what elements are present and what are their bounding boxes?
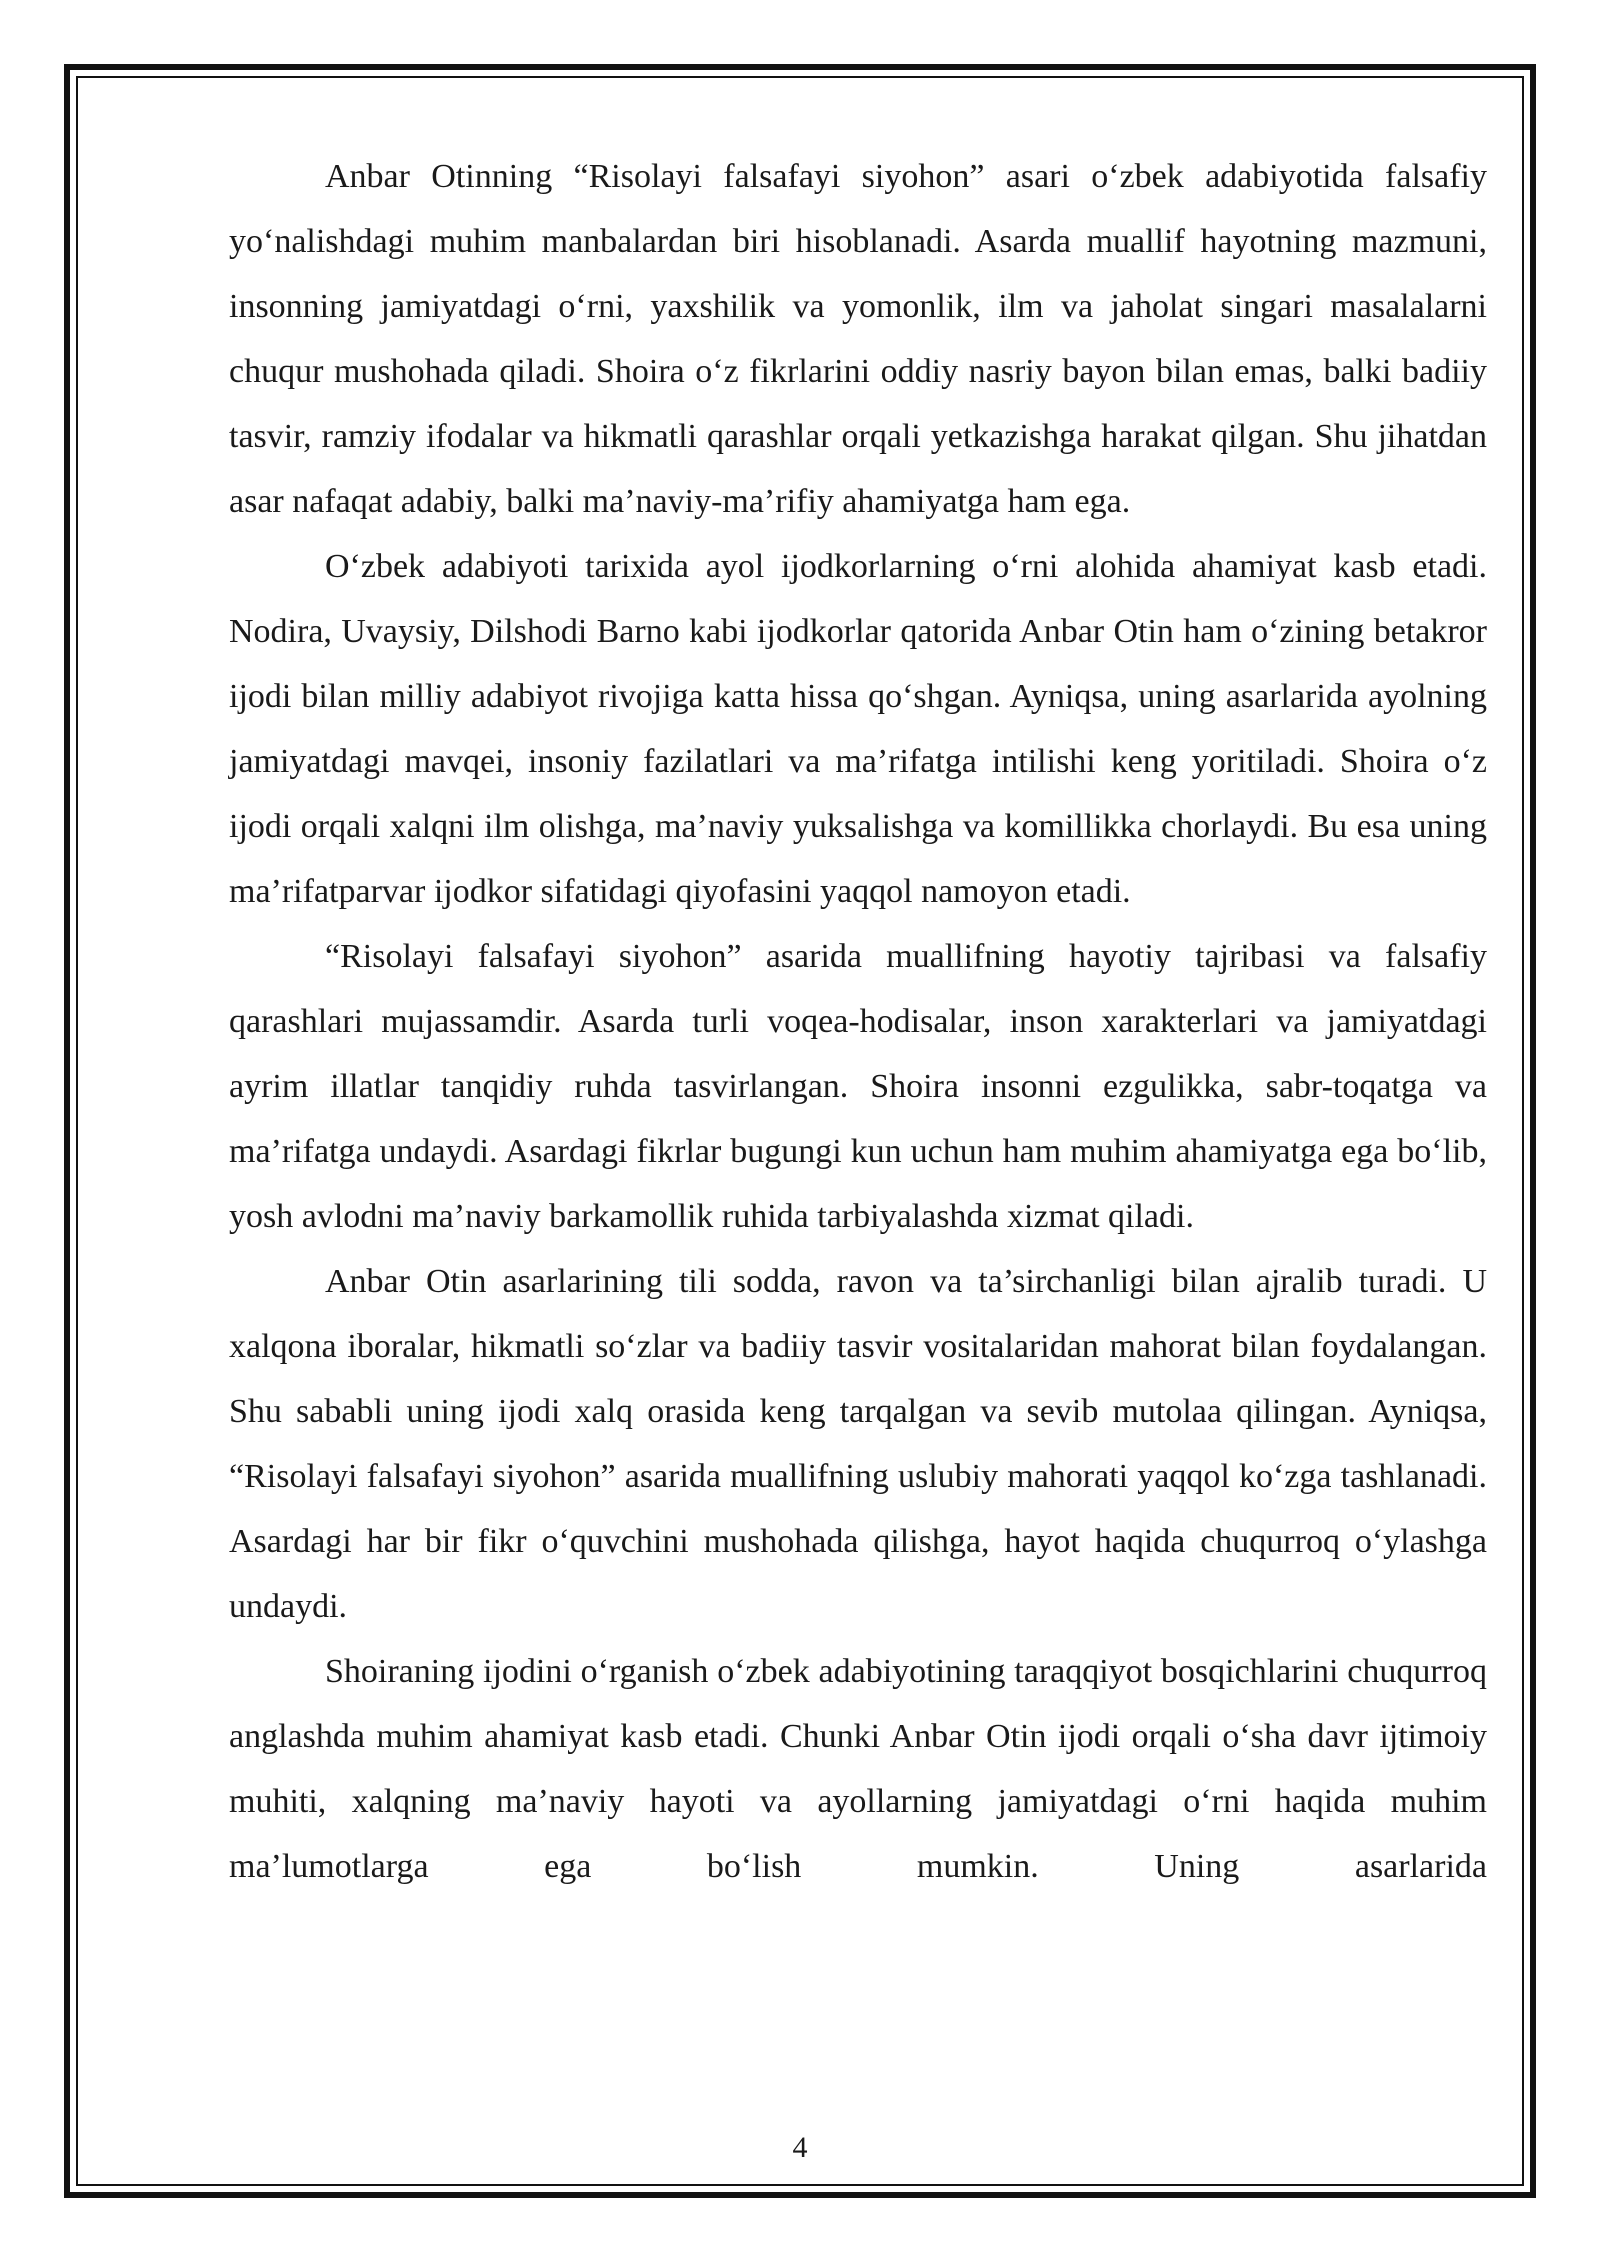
paragraph-4: Anbar Otin asarlarining tili sodda, ravon va ta’sirchanligi bilan ajralib turadi. U xalqona iboralar, hikmatli so‘zlar va badiiy tasvir vositalaridan mahorat bilan foydalangan. Shu sababli uning ijodi xalq orasida keng tarqalgan va sevib mutolaa qilingan. Ayniqsa, “Risolayi falsafayi siyohon” asarida muallifning uslubiy mahorati yaqqol ko‘zga tashlanadi. Asardagi har bir fikr o‘quvchini mushohada qilishga, hayot haqida chuqurroq o‘ylashga undaydi. <box>229 1263 1487 1625</box>
paragraph-2: O‘zbek adabiyoti tarixida ayol ijodkorlarning o‘rni alohida ahamiyat kasb etadi. Nodira, Uvaysiy, Dilshodi Barno kabi ijodkorlar qatorida Anbar Otin ham o‘zining betakror ijodi bilan milliy adabiyot rivojiga katta hissa qo‘shgan. Ayniqsa, uning asarlarida ayolning jamiyatdagi mavqei, insoniy fazilatlari va ma’rifatga intilishi keng yoritiladi. Shoira o‘z ijodi orqali xalqni ilm olishga, ma’naviy yuksalishga va komillikka chorlaydi. Bu esa uning ma’rifatparvar ijodkor sifatidagi qiyofasini yaqqol namoyon etadi. <box>229 548 1487 910</box>
paragraph-1: Anbar Otinning “Risolayi falsafayi siyohon” asari o‘zbek adabiyotida falsafiy yo‘nalishdagi muhim manbalardan biri hisoblanadi. Asarda muallif hayotning mazmuni, insonning jamiyatdagi o‘rni, yaxshilik va yomonlik, ilm va jaholat singari masalalarni chuqur mushohada qiladi. Shoira o‘z fikrlarini oddiy nasriy bayon bilan emas, balki badiiy tasvir, ramziy ifodalar va hikmatli qarashlar orqali yetkazishga harakat qilgan. Shu jihatdan asar nafaqat adabiy, balki ma’naviy-ma’rifiy ahamiyatga ham ega. <box>229 158 1487 520</box>
document-body <box>229 144 1487 1899</box>
paragraph-5: Shoiraning ijodini o‘rganish o‘zbek adabiyotining taraqqiyot bosqichlarini chuqurroq anglashda muhim ahamiyat kasb etadi. Chunki Anbar Otin ijodi orqali o‘sha davr ijtimoiy muhiti, xalqning ma’naviy hayoti va ayollarning jamiyatdagi o‘rni haqida muhim ma’lumotlarga ega bo‘lish mumkin. Uning asarlarida <box>229 1653 1487 1885</box>
paragraph-3: “Risolayi falsafayi siyohon” asarida muallifning hayotiy tajribasi va falsafiy qarashlari mujassamdir. Asarda turli voqea-hodisalar, inson xarakterlari va jamiyatdagi ayrim illatlar tanqidiy ruhda tasvirlangan. Shoira insonni ezgulikka, sabr-toqatga va ma’rifatga undaydi. Asardagi fikrlar bugungi kun uchun ham muhim ahamiyatga ega bo‘lib, yosh avlodni ma’naviy barkamollik ruhida tarbiyalashda xizmat qiladi. <box>229 938 1487 1235</box>
page-number: 4 <box>792 2131 808 2164</box>
